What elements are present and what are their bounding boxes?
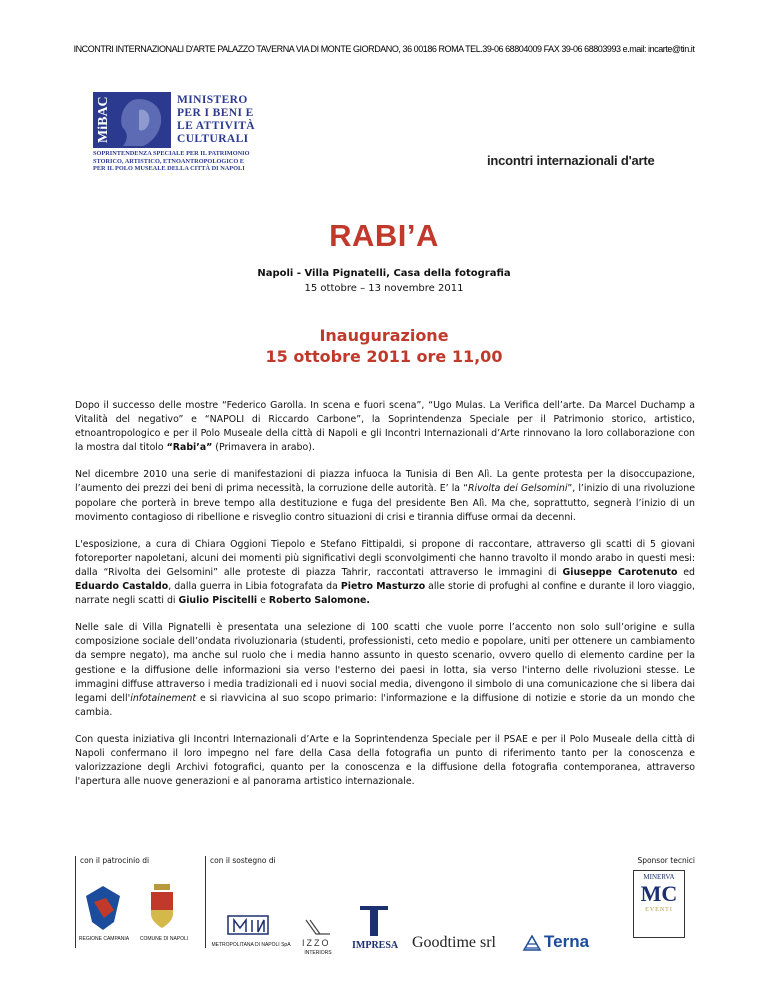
izzo-logo-text: IZZO: [302, 938, 331, 948]
text-run: Nel dicembre 2010 una serie di manifestazioni di piazza infuoca la Tunisia di Ben Alì. La gente protesta per la disoccupazione, l’aumento dei prezzi dei beni di prima necessità, la corruzione delle autorità. E’ la “: [75, 469, 695, 495]
text-run: e: [257, 595, 269, 607]
izzo-sub: INTERIORS: [304, 950, 332, 956]
text-run: (Primavera in arabo).: [212, 442, 315, 454]
photographer-name: Giulio Piscitelli: [178, 595, 258, 607]
text-run: ed: [677, 566, 696, 578]
title-emphasis: “Rabi’a”: [166, 442, 213, 454]
regione-label: REGIONE CAMPANIA: [78, 936, 130, 942]
letterhead-address: INCONTRI INTERNAZIONALI D'ARTE PALAZZO TAVERNA VIA DI MONTE GIORDANO, 36 00186 ROMA TEL.39-06 68804009 FAX 39-06 68803993 e.mail: incarte@tin.it: [73, 44, 695, 54]
ministry-name: [177, 94, 257, 146]
venue: Napoli - Villa Pignatelli, Casa della fotografia: [257, 268, 511, 279]
sostegno-label: con il sostegno di: [210, 856, 276, 865]
paragraph-5: Con questa iniziativa gli Incontri Internazionali d’Arte e la Soprintendenza Speciale per il PSAE e per il Polo Museale della città di Napoli confermano il loro impegno nel fare della Casa della fotografia un punto di riferimento tanto per la conoscenza e valorizzazione degli Archivi fotografici, quanto per la conoscenza e la diffusione della fotografia contemporanea, attraverso l'apertura alle nuove generazioni e al panorama artistico internazionale.: [75, 733, 695, 788]
inauguration-date: 15 ottobre 2011 ore 11,00: [265, 347, 503, 366]
paragraph-1: [75, 399, 695, 455]
regione-campania-emblem-icon: [84, 884, 122, 932]
ministry-name-line: MINISTERO: [177, 94, 248, 106]
izzo-chair-icon: [302, 916, 334, 938]
ministry-name-line: CULTURALI: [177, 133, 249, 145]
mibac-letters: MiBAC: [96, 96, 111, 144]
paragraph-3: [75, 538, 695, 608]
text-run: Nelle sale di Villa Pignatelli è presentata una selezione di 100 scatti che vuole porre l’accento non solo sull’origine e sulla composizione sociale dell’ondata rivoluzionaria (studenti, professionisti, ceto medio e popolare, uniti per ottenere un cambiamento da sempre negato), ma anche sul ruolo che i media hanno assunto in questo scenario, ovvero quello di elemento cardine per la gestione e la diffusione delle informazioni sia verso l'esterno dei paesi in lotta, sia verso l'interno delle rivoluzioni stesse. Le immagini diffuse attraverso i media tradizionali ed i nuovi social media, divengono il simbolo di una comunicazione che si libera dai legami dell': [75, 622, 695, 704]
minerva-top: MINERVA: [643, 873, 675, 881]
comune-label: COMUNE DI NAPOLI: [139, 936, 189, 942]
press-release-body: [75, 399, 695, 802]
photographer-name: Pietro Masturzo: [340, 581, 426, 593]
inauguration-label: Inaugurazione: [319, 326, 449, 345]
impresa-mark-icon: [352, 904, 396, 940]
sostegno-group: [205, 856, 636, 956]
exhibition-dates: 15 ottobre – 13 novembre 2011: [304, 283, 464, 294]
ministry-name-line: LE ATTIVITÀ: [177, 120, 256, 132]
italic-run: infotainement: [130, 692, 197, 704]
mibac-logo: [93, 92, 256, 180]
text-run: , dalla guerra in Libia fotografata da: [168, 581, 341, 593]
patrocinio-group: [75, 856, 200, 948]
incontri-brand: incontri internazionali d'arte: [487, 153, 655, 168]
photographer-name: Giuseppe Carotenuto: [562, 566, 678, 578]
text-run: ”, l’inizio di una rivoluzione popolare che porterà in breve tempo alla destituzione e fuga del presidente Ben Alì. Ma che, soprattutto, segnerà l’inizio di un movimento contagioso di ribellione e risveglio contro situazioni di crisi e tirannia diffuse ormai da decenni.: [75, 483, 695, 523]
terna-logo-text: Terna: [544, 932, 590, 951]
impresa-logo-text: IMPRESA: [352, 940, 399, 951]
text-run: Dopo il successo delle mostre “Federico Garolla. In scena e fuori scena”, “Ugo Mulas. La Verifica dell’arte. Da Marcel Duchamp a Vitalità del negativo” e “NAPOLI di Riccardo Carbone”, la Soprintendenza Speciale per il Patrimonio storico, artistico, etnoantropologico e per il Polo Museale della città di Napoli e gli Incontri Internazionali d’Arte rinnovano la loro collaborazione con la mostra dal titolo: [75, 400, 695, 454]
photographer-name: Roberto Salomone.: [268, 595, 370, 607]
soprintendenza-line: STORICO, ARTISTICO, ETNOANTROPOLOGICO E: [93, 157, 244, 165]
metropolitana-logo-icon: [218, 914, 278, 938]
ministry-name-line: PER I BENI E: [177, 107, 254, 119]
mibac-emblem: [93, 92, 171, 148]
comune-napoli-crest-icon: [148, 882, 176, 932]
minerva-eventi-logo: [633, 870, 685, 938]
italic-run: Rivolta dei Gelsomini: [467, 483, 568, 495]
minerva-bottom: EVENTI: [645, 907, 673, 913]
paragraph-4: [75, 621, 695, 720]
patrocinio-label: con il patrocinio di: [80, 856, 150, 865]
paragraph-2: [75, 468, 695, 524]
sponsor-footer: [75, 856, 695, 956]
exhibition-title: RABI’A: [329, 218, 439, 253]
soprintendenza-line: PER IL POLO MUSEALE DELLA CITTÀ DI NAPOLI: [93, 165, 245, 173]
photographer-name: Eduardo Castaldo: [75, 581, 169, 593]
metropolitana-label: METROPOLITANA DI NAPOLI SpA: [211, 942, 291, 948]
text-run: alle storie di profughi al confine e durante il loro viaggio, narrate negli scatti di: [75, 581, 695, 607]
terna-mark-icon: [522, 934, 542, 952]
inauguration: [0, 325, 768, 367]
text-run: L'esposizione, a cura di Chiara Oggioni Tiepolo e Stefano Fittipaldi, si propone di raccontare, attraverso gli scatti di 5 giovani fotoreporter napoletani, alcuni dei momenti più significativi degli sconvolgimenti che hanno travolto il mondo arabo in questi mesi: dalla “Rivolta dei Gelsomini” alle proteste di piazza Tahrir, raccontati attraverso le immagini di: [75, 538, 695, 578]
goodtime-logo-text: Goodtime srl: [412, 934, 496, 951]
soprintendenza-line: SOPRINTENDENZA SPECIALE PER IL PATRIMONIO: [93, 150, 250, 157]
soprintendenza-name: [93, 150, 263, 173]
sponsor-label: Sponsor tecnici: [637, 856, 695, 865]
text-run: e si riavvicina al suo scopo primario: l'informazione e la diffusione di notizie e storie da un mondo che cambia.: [75, 692, 696, 718]
minerva-mid: MC: [640, 881, 678, 906]
